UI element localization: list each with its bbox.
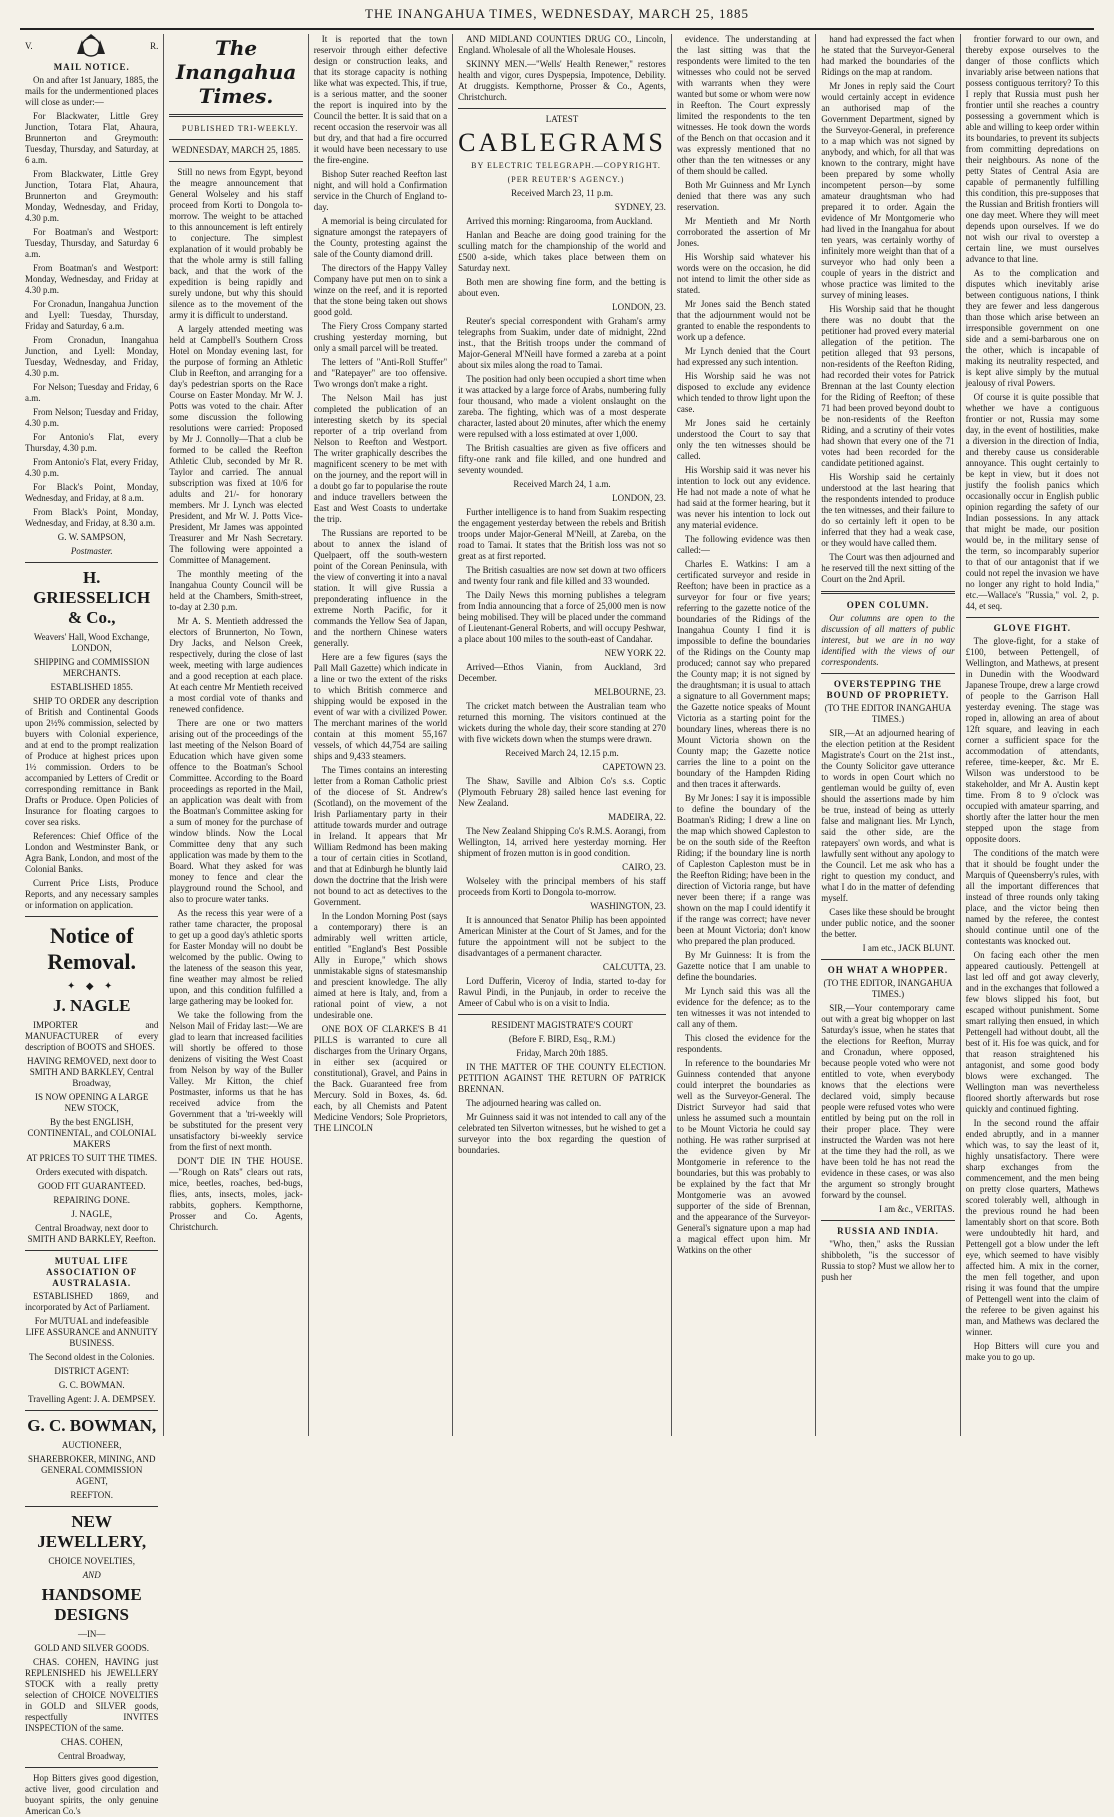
dateline: MADEIRA, 22.	[608, 812, 666, 822]
newspaper-title: The Inangahua Times.	[175, 36, 297, 108]
cablegrams-by: BY ELECTRIC TELEGRAPH.—COPYRIGHT.	[471, 161, 661, 170]
cablegrams-agency: (PER REUTER'S AGENCY.)	[507, 175, 625, 184]
article-paragraph: "Who, then," asks the Russian shibboleth, "is the successor of Russia to stop? Must we allow her to push her	[821, 1239, 955, 1282]
received-line: Received March 24, 12.15 p.m.	[505, 748, 619, 758]
nagle-line: IS NOW OPENING A LARGE NEW STOCK,	[35, 1092, 149, 1113]
cable-paragraph: Both men are showing fine form, and the betting is about even.	[458, 277, 666, 298]
cohen-address: Central Broadway,	[57, 1751, 126, 1761]
royal-coat-of-arms-icon	[71, 34, 111, 58]
letter-paragraph: Cases like these should be brought under public notice, and the sooner the better.	[821, 907, 955, 939]
court-paragraph: The adjourned hearing was called on.	[466, 1098, 602, 1108]
cable-paragraph: Wolseley with the principal members of his staff proceeds from Korti to Dongola to-morrow.	[458, 876, 666, 897]
article-paragraph: frontier forward to our own, and thereby expose ourselves to the danger of those conflicts which invariably arise between nations that possess contiguous territory? To this I reply that Russia must push her frontier until she reaches a country possessing a government which is able and willing to keep order within its boundaries, to prevent its subjects from committing depredations on their neighbours. As none of the petty States of Central Asia are capable of permanently fulfilling this condition, this pre-supposes that the Russian and British frontiers will one day meet. Where they will meet depends upon ourselves. If we do not wish our rival to overstep a certain line, we must ourselves advance to that line.	[965, 34, 1100, 264]
dateline: MELBOURNE, 23.	[594, 687, 666, 697]
jewellery-line: HANDSOME DESIGNS	[41, 1585, 142, 1624]
mail-item: For Antonio's Flat, every Thursday, 4.30 p.m.	[25, 432, 159, 453]
column-3	[308, 34, 452, 1436]
nagle-line: By the best ENGLISH, CONTINENTAL, and COLONIAL MAKERS	[27, 1117, 156, 1149]
bowman-title: G. C. BOWMAN,	[27, 1416, 157, 1435]
article-paragraph: In the London Morning Post (says a contemporary) there is an admirably well written article, entitled "England's Best Possible Ally in Europe," which shows unmistakable signs of statesmanship and prescient knowledge. The ally aimed at here is Italy, and, from a rational point of view, a not undesirable one.	[313, 911, 448, 1020]
article-paragraph: The Fiery Cross Company started crushing yesterday morning, but only a small parcel will be treated.	[313, 321, 448, 353]
article-paragraph: In the second round the affair ended abruptly, and in a manner which was, to say the least of it, highly unsatisfactory. There were sharp exchanges from the commencement, and the men being on pretty close quarters, Mathews scored tolerably well, although in the previous round he had been lamentably short on that score. Both were undoubtedly hit hard, and Pettengell got a blow under the left eye, which seemed to have visibly affected him. A mix in the corner, the men fell together, and upon rising it was found that the umpire of Pettengell went into the claim of the referee to be given against his man, and Mathews was declared the winner.	[965, 1118, 1100, 1337]
page-masthead	[20, 6, 1094, 30]
article-paragraph: Mr A. S. Mentieth addressed the electors of Brunnerton, No Town, Dry Jacks, and Nelson Creek, respectively, during the close of last week, meeting with large audiences and a good reception at each place. At each centre Mr Mentieth received a most cordial vote of thanks and renewed confidence.	[169, 616, 303, 714]
mail-item: From Antonio's Flat, every Friday, 4.30 p.m.	[25, 457, 159, 478]
letter-signature: I am etc., JACK BLUNT.	[862, 943, 955, 953]
divider	[458, 108, 666, 109]
royal-crest	[25, 34, 158, 58]
mail-signature-title: Postmaster.	[70, 546, 113, 556]
jewellery-line: —IN—	[77, 1629, 106, 1639]
publication-frequency: PUBLISHED TRI-WEEKLY.	[181, 124, 299, 133]
mutual-line: DISTRICT AGENT:	[54, 1366, 130, 1376]
court-paragraph: Mr Guinness said it was not intended to call any of the celebrated ten Silverton witnesses, but he wished to get a surveyor into the box regarding the question of boundaries.	[458, 1112, 666, 1155]
mail-item: For Boatman's and Westport: Tuesday, Thursday, and Saturday 6 a.m.	[25, 227, 159, 259]
divider	[25, 1250, 158, 1251]
nagle-line: AT PRICES TO SUIT THE TIMES.	[26, 1153, 157, 1163]
court-paragraph: Both Mr Guinness and Mr Lynch denied that there was any such reservation.	[676, 180, 811, 212]
court-paragraph: In reference to the boundaries Mr Guinness contended that anyone could interpret the boundaries as well as the Surveyor-General. The District Surveyor had said that unless he assumed such a mountain to be Mount Victoria he could say nothing. He was rather surprised at the evidence given by Mr Montgomerie in reference to the boundaries, but this was probably to be explained by the fact that Mr Montgomerie was an avowed supporter of the side of Brennan, and the appearance of the Surveyor-General's signature upon a map had a magical effect upon him. Mr Watkins on the other	[676, 1058, 811, 1255]
cable-paragraph: The Shaw, Saville and Albion Co's s.s. Coptic (Plymouth February 28) sailed hence last evening for New Zealand.	[458, 776, 666, 808]
column-7	[960, 34, 1104, 1436]
divider	[458, 1014, 666, 1015]
court-paragraph: His Worship said he certainly understood at the last hearing that the respondents intended to produce the ten witnesses, and their failure to do so certainly left it open to be inferred that they had a weak case, or they would have called them.	[821, 472, 955, 548]
court-paragraph: By Mr Jones: I say it is impossible to define the boundary of the Boatman's Riding; I drew a line on the map which showed Capleston to be on the south side of the Reefton Riding; if the boundary line is north of Capleston Capleston must be in the Reefton Riding; have been in the direction of Victoria range, but have never been there; if a range was shown on the map I could identify it if the range was correct; have never been at Mount Victoria; don't know who prepared the plan produced.	[676, 793, 811, 946]
columns	[20, 34, 1104, 1816]
divider	[966, 617, 1099, 618]
dateline: CALCUTTA, 23.	[602, 962, 666, 972]
cohen-signature: CHAS. COHEN,	[60, 1737, 123, 1747]
divider	[25, 916, 158, 917]
mutual-line: ESTABLISHED 1869, and incorporated by Act of Parliament.	[25, 1291, 159, 1312]
article-paragraph: The monthly meeting of the Inangahua County Council will be held at the Chambers, Smith-street, to-day at 2.30 p.m.	[169, 569, 303, 612]
hop-bitters-ad: Hop Bitters gives good digestion, active liver, good circulation and buoyant spirits, the only genuine American Co.'s	[25, 1773, 159, 1816]
griesselich-address: Weavers' Hall, Wood Exchange, LONDON,	[33, 632, 150, 653]
article-paragraph: Of course it is quite possible that whether we have a contiguous frontier or not, Russia may some day, in the event of hostilities, make a diversion in the direction of India, and thereby cause us considerable annoyance. This ought certainly to be kept in view, but it does not justify the foolish panics which occasionally occur in English public opinion regarding the safety of our Indian possessions. In any attack that might be made, our position would be, in the military sense of the term, so incomparably superior to that of our antagonist that if we could not repel the invasion we have no longer any right to hold India," etc.—Wallace's "Russia," vol. 2, p. 44, et seq.	[965, 392, 1100, 611]
court-paragraph: This closed the evidence for the respondents.	[676, 1033, 811, 1054]
court-paragraph: His Worship said it was never his intention to lock out any evidence. He had not made a note of what he had said at the former hearing, but it was never his intention to lock out any material evidence.	[676, 465, 811, 530]
dateline: CAIRO, 23.	[622, 862, 666, 872]
removal-title: Notice of Removal.	[47, 923, 136, 974]
nagle-line: HAVING REMOVED, next door to SMITH AND BARKLEY, Central Broadway,	[27, 1056, 157, 1088]
dateline: NEW YORK 22.	[604, 648, 666, 658]
article-paragraph: SKINNY MEN.—"Wells' Health Renewer," restores health and vigor, cures Dyspepsia, Impotence, Debility. At druggists. Kempthorne, Prosser & Co., Agents, Christchurch.	[458, 59, 666, 102]
received-line: Received March 24, 1 a.m.	[513, 479, 611, 489]
court-paragraph: The Court was then adjourned and he reserved till the next sitting of the Court on the 2nd April.	[821, 552, 955, 584]
court-date: Friday, March 20th 1885.	[516, 1048, 608, 1058]
article-paragraph: The Russians are reported to be about to annex the island of Quelpaert, off the south-western point of the Corean Peninsula, with the view of converting it into a naval station. It will give Russia a preponderating influence in the extreme North Pacific, for it commands the Yellow Sea of Japan, and the northern Chinese waters generally.	[313, 528, 448, 648]
ornament-divider: ✦ ◆ ✦	[66, 981, 117, 992]
cablegrams-title: CABLEGRAMS	[458, 128, 666, 157]
dateline: SYDNEY, 23.	[614, 202, 666, 212]
divider	[821, 591, 954, 594]
divider	[169, 139, 302, 140]
dateline: CAPETOWN 23.	[602, 762, 666, 772]
court-paragraph: IN THE MATTER OF THE COUNTY ELECTION. PETITION AGAINST THE RETURN OF PATRICK BRENNAN.	[458, 1062, 666, 1094]
article-paragraph: A largely attended meeting was held at Campbell's Southern Cross Hotel on Monday evening last, for the purpose of forming an Athletic Club in Reefton, and arranging for a day's pedestrian sports on the Race Course on Easter Monday. Mr W. J. Potts was voted to the chair. After some discussion the following resolutions were carried: Proposed by Mr J. Connolly—That a club be formed to be called the Reefton Athletic Club, seconded by Mr R. Taylor and carried. The annual subscription was fixed at 10/6 for adults and 21/- for honorary members. Mr J. Lynch was elected President, and Mr W. J. Potts Vice-President, Mr James was appointed Treasurer and Mr Nash Secretary. The following were appointed a Committee of Management.	[169, 324, 303, 565]
article-paragraph: It is reported that the town reservoir through either defective design or construction leaks, and that its storage capacity is nothing like what was expected. This, if true, is a serious matter, and the sooner the report is inquired into by the Council the better. It is said that on a recent occasion the reservoir was all but dry, and that had a fire occurred it would have been necessary to use the fire-engine.	[313, 34, 448, 165]
court-paragraph: His Worship said that he thought there was no doubt that the petitioner had proved every material allegation of the petition. The petition alleged that 93 persons, non-residents of the Reefton Riding, had recorded their votes for Patrick Brennan at the last County election for the Riding of Reefton; of these 71 had been proved beyond doubt to be non-residents of the Reefton Riding, and a scrutiny of their votes had shown that every one of the 71 votes had been recorded for the candidate petitioned against.	[821, 304, 955, 468]
crest-left-text: V.	[25, 40, 33, 51]
mail-intro: On and after 1st January, 1885, the mails for the undermentioned places will close as under:—	[25, 75, 159, 107]
court-paragraph: Mr Lynch said this was all the evidence for the defence; as to the ten witnesses it was not intended to call any of them.	[676, 986, 811, 1029]
jewellery-line: CHOICE NOVELTIES,	[48, 1556, 136, 1566]
court-paragraph: evidence. The understanding at the last sitting was that the respondents were limited to the ten witnesses who could not be served with warrants when they were wanted but some or whom were now in Reefton. The Court expressly limited the respondents to the ten witnesses. He took down the words of the Bench on that occasion and it was expressly mentioned that no other than the ten witnesses or any of them should be called.	[676, 34, 811, 176]
court-before: (Before F. BIRD, Esq., R.M.)	[508, 1034, 616, 1044]
court-paragraph: His Worship said whatever his words were on the occasion, he did not intend to limit the other side as stated.	[676, 252, 811, 295]
court-paragraph: His Worship said he was not disposed to exclude any evidence which tended to throw light upon the case.	[676, 371, 811, 414]
article-paragraph: On facing each other the men appeared cautiously. Pettengell at last led off and got away cleverly, and in the exchanges that followed a few blows slipped his foot, but escaped without punishment. Some smart rallying then ensued, in which Pettengell had without doubt, all the best of it. His foe was quick, and for that reason straightened his antagonist, and some good body blows were exchanged. The Wellington man was nevertheless floored shortly afterwards but rose quickly and continued fighting.	[965, 950, 1100, 1114]
dateline: WASHINGTON, 23.	[590, 901, 666, 911]
mail-item: From Cronadun, Inangahua Junction, and Lyell: Monday, Tuesday, Wednesday, and Friday, 4.30 p.m.	[25, 335, 159, 378]
mail-item: For Cronadun, Inangahua Junction and Lyell: Tuesday, Thursday, Friday and Saturday, 6 a.m.	[25, 299, 159, 331]
dateline: LONDON, 23.	[612, 493, 666, 503]
court-paragraph: Mr Jones said he certainly understood the Court to say that only the ten witnesses should be called.	[676, 418, 811, 461]
mail-item: From Black's Point, Monday, Wednesday, and Friday, at 8.30 a.m.	[25, 507, 159, 528]
mutual-line: For MUTUAL and indefeasible LIFE ASSURANCE and ANNUITY BUSINESS.	[25, 1316, 158, 1348]
article-paragraph: The Nelson Mail has just completed the publication of an interesting sketch by its special reporter of a trip overland from Nelson to Reefton and Westport. The writer graphically describes the magnificent scenery to be met with on the journey, and the report will in a doubt go far to popularise the route and induce travellers between the East and West Coasts to undertake the trip.	[313, 393, 448, 524]
column-2	[163, 34, 307, 1436]
article-paragraph: The conditions of the match were that it should be fought under the Marquis of Queensberry's rules, with all the important differences that instead of three rounds only taking place, and the victor being then named by the referee, the contest should continue until one of the contestants was knocked out.	[965, 848, 1100, 946]
mail-item: From Blackwater, Little Grey Junction, Totara Flat, Ahaura, Brunnerton and Greymouth: Monday, Wednesday, and Friday, 4.30 p.m.	[25, 169, 159, 223]
divider	[25, 562, 158, 563]
bowman-line: REEFTON.	[70, 1490, 113, 1500]
article-paragraph: There are one or two matters arising out of the proceedings of the last meeting of the Nelson Board of Education which have given some offence to the Boatman's School Committee. According to the Board proceedings as reported in the Mail, an application was dealt with from the Boatman's Committee asking for a sum of money for the purchase of window blinds. Now the Local Committee deny that any such application was made by them to the Board. What they asked for was money to fence and clear the playground round the School, and also to procure water tanks.	[169, 718, 303, 904]
griesselich-body: SHIP TO ORDER any description of British and Continental Goods upon 2½% commission, selected by buyers with Colonial experience, and at end to the prompt realization of Produce at highest prices upon 1½ commission. Orders to be accompanied by Letters of Credit or corresponding remittance in Bank Drafts or Produce. Open Policies of Insurance for floating cargoes to cover sea risks.	[25, 696, 159, 827]
jewellery-line: GOLD AND SILVER GOODS.	[34, 1643, 150, 1653]
nagle-line: IMPORTER and MANUFACTURER of every description of BOOTS and SHOES.	[25, 1020, 159, 1052]
divider	[25, 1410, 158, 1411]
divider	[821, 1220, 954, 1221]
letter-title: OH WHAT A WHOPPER.	[827, 965, 949, 975]
article-title: RUSSIA AND INDIA.	[837, 1226, 939, 1236]
jewellery-line: NEW JEWELLERY,	[37, 1512, 147, 1551]
received-line: Received March 23, 11 p.m.	[511, 188, 613, 198]
divider	[169, 161, 302, 162]
court-paragraph: The following evidence was then called:—	[676, 534, 811, 555]
court-paragraph: Mr Jones in reply said the Court would certainly accept in evidence an authorised map of the Government Department, signed by the Surveyor-General, in preference to a map which was not signed by anybody, and which, for all that was known to the contrary, might have been prepared by some wholly incompetent person—by some amateur draughtsman who had prepared it to order. Again the evidence of Mr Montgomerie who had lived in the Inangahua for about ten years, was certainly worthy of infinitely more weight than that of a surveyor who had only been a couple of years in the district and whose practice was limited to the survey of mining leases.	[821, 81, 955, 300]
article-paragraph: A memorial is being circulated for signature amongst the ratepayers of the County, protesting against the sale of the County diamond drill.	[313, 216, 448, 259]
article-paragraph: DON'T DIE IN THE HOUSE.—"Rough on Rats" clears out rats, mice, beetles, roaches, bed-bugs, flies, ants, insects, moles, jack-rabbits, gophers. Kempthorne, Prosser and Co. Agents, Christchurch.	[169, 1156, 303, 1232]
nagle-name: J. NAGLE	[52, 996, 131, 1015]
griesselich-sub: SHIPPING and COMMISSION MERCHANTS.	[33, 657, 150, 678]
bowman-line: AUCTIONEER,	[61, 1440, 122, 1450]
dateline: LONDON, 23.	[612, 302, 666, 312]
cable-paragraph: The British casualties are given as five officers and fifty-one rank and file killed, and one hundred and seventy wounded.	[458, 443, 666, 475]
article-paragraph: As to the complication and disputes which inevitably arise between contiguous nations, I think they are fewer and less dangerous than those which arise between an irresponsible government on one side and a semi-barbarous one on the other, which is incapable of making its neutrality respected, and is kept alive simply by the mutual jealousy of rival Powers.	[965, 268, 1100, 388]
mail-item: For Blackwater, Little Grey Junction, Totara Flat, Ahaura, Brunnerton and Greymouth: Tuesday, Thursday, and Saturday, at 6 a.m.	[25, 111, 159, 165]
article-paragraph: Still no news from Egypt, beyond the meagre announcement that General Wolseley and his staff proceed from Korti to Dongola to-morrow. The weight to be attached to this announcement is left entirely to conjecture. The simplest explanation of it would probably be that the whole army is still falling back, and that the work of the expedition is being rapidly and surely undone, but why this should silence as to the movement of the army it is difficult to understand.	[169, 167, 303, 320]
cable-paragraph: Hanlan and Beache are doing good training for the sculling match for the championship of the world and £500 a-side, which takes place between them on Saturday next.	[458, 230, 666, 273]
mutual-line: G. C. BOWMAN.	[58, 1380, 125, 1390]
cable-paragraph: The Daily News this morning publishes a telegram from India announcing that a force of 25,000 men is now being mobilised. They will be placed under the command of Lieutenant-General Roberts, and will occupy Peshwar, a place about 100 miles to the south-east of Candahar.	[458, 590, 666, 644]
article-paragraph: We take the following from the Nelson Mail of Friday last:—We are glad to learn that increased facilities will shortly be offered to those denizens of visiting the West Coast from Nelson by way of the Buller Valley. Mr Kitton, the chief Postmaster, informs us that he has received advice from the Government that a 'tri-weekly will be substituted for the present very unsatisfactory bi-weekly service from the first of next month.	[169, 1010, 303, 1152]
cable-paragraph: Lord Dufferin, Viceroy of India, started to-day for Rawul Pindi, in the Punjaub, in order to receive the Ameer of Cabul who is on a visit to India.	[458, 976, 666, 1008]
griesselich-references: References: Chief Office of the London and Westminster Bank, or Agra Bank, London, and most of the Colonial Banks.	[25, 831, 159, 874]
cable-paragraph: Arrived this morning: Ringarooma, from Auckland.	[466, 216, 653, 226]
nagle-line: J. NAGLE,	[71, 1209, 113, 1219]
article-title: GLOVE FIGHT.	[993, 623, 1072, 633]
griesselich-current: Current Price Lists, Produce Reports, and any necessary samples or information on application.	[25, 878, 159, 910]
mail-signature: G. W. SAMPSON,	[57, 532, 126, 542]
article-paragraph: Here are a few figures (says the Pall Mall Gazette) which indicate in a line or two the extent of the risks to which British commerce and shipping would be exposed in the event of war with a civilized Power. The merchant marines of the world contain at this moment 55,167 vessels, of which 44,754 are sailing ships and 9,433 steamers.	[313, 652, 448, 761]
divider	[821, 673, 954, 674]
cable-paragraph: Further intelligence is to hand from Suakim respecting the engagement yesterday between the rebels and British troops under Major-General M'Neill, at Zareba, on the road to Tamai. It states that the British loss was not so great as at first reported.	[458, 507, 666, 561]
article-paragraph: As the recess this year were of a rather tame character, the proposal to get up a good day's athletic sports for Easter Monday will no doubt be welcomed by the public. Owing to the lateness of the season this year, fine weather may almost be relied upon, and this condition fulfilled a large gathering may be looked for.	[169, 908, 303, 1006]
open-column-note: Our columns are open to the discussion of all matters of public interest, but we are in no way identified with the views of our correspondents.	[821, 613, 955, 667]
open-column-title: OPEN COLUMN.	[846, 600, 930, 610]
nagle-line: Orders executed with dispatch.	[35, 1167, 148, 1177]
article-paragraph: The directors of the Happy Valley Company have put men on to sink a winze on the reef, and it is reported that the stone being taken out shows good gold.	[313, 263, 448, 317]
mail-item: For Black's Point, Monday, Wednesday, and Friday, at 8 a.m.	[25, 482, 159, 503]
court-paragraph: Charles E. Watkins: I am a certificated surveyor and reside in Reefton; have been in practice as a surveyor for four or five years; referring to the gazette notice of the boundaries of the Ridings of the Inangahua County I find it is impossible to define the boundaries of the Ridings on the County map produced; cannot say who prepared the County map; it is not signed by the draughtsman; it is usual to attach a signature to all Government maps; the Gazette notice speaks of Mount Victoria as a starting point for the boundary lines, whereas there is no Mount Victoria shown on the County map; the Gazette notice carries the line to a point on the boundary of the Hampden Riding and then traces it afterwards.	[676, 559, 811, 789]
nagle-line: GOOD FIT GUARANTEED.	[37, 1181, 146, 1191]
column-4	[452, 34, 671, 1436]
crest-right-text: R.	[150, 40, 159, 51]
latest-label: LATEST	[545, 114, 579, 124]
cable-paragraph: The position had only been occupied a short time when it was attacked by a large force of Arabs, numbering fully four thousand, who made a violent onslaught on the zareba. The fighting, which was of a most desperate character, lasted about 20 minutes, after which the enemy were repulsed with a loss estimated at over 1,000.	[458, 374, 666, 439]
article-paragraph: The Times contains an interesting letter from a Roman Catholic priest of the diocese of St. Andrew's (Scotland), on the movement of the Irish Parliamentary party in their attitude towards murder and outrage in Ireland. It appears that Mr William Redmond has been making a tour of certain cities in Scotland, and that at Edinburgh he bluntly laid down the doctrine that the Irish were not bound to act as detectives to the Government.	[313, 765, 448, 907]
bowman-line: SHAREBROKER, MINING, AND GENERAL COMMISSION AGENT,	[27, 1454, 156, 1486]
article-paragraph: The letters of "Anti-Roll Stuffer" and "Ratepayer" are too offensive. Two wrongs don't make a right.	[313, 357, 448, 389]
letter-addressee: (TO THE EDITOR INANGAHUA TIMES.)	[824, 703, 952, 724]
court-title: RESIDENT MAGISTRATE'S COURT	[491, 1020, 633, 1030]
divider	[169, 114, 302, 117]
article-paragraph: ONE BOX OF CLARKE'S B 41 PILLS is warranted to cure all discharges from the Urinary Organs, in either sex (acquired or constitutional), Gravel, and Pains in the Back. Guaranteed free from Mercury. Sold in Boxes, 4s. 6d. each, by all Chemists and Patent Medicine Vendors; Sole Proprietors, THE LINCOLN	[313, 1024, 448, 1133]
mutual-title: MUTUAL LIFE ASSOCIATION OF AUSTRALASIA.	[46, 1256, 138, 1288]
griesselich-title: H. GRIESSELICH & Co.,	[33, 568, 151, 627]
column-5	[671, 34, 815, 1436]
letter-title: OVERSTEPPING THE BOUND OF PROPRIETY.	[826, 679, 950, 700]
cable-paragraph: The British casualties are now set down at two officers and twenty four rank and file killed and 33 wounded.	[458, 565, 666, 586]
article-paragraph: Bishop Suter reached Reefton last night, and will hold a Confirmation service in the Church of England to-day.	[313, 169, 448, 212]
jewellery-line: AND	[82, 1570, 101, 1580]
article-paragraph: Hop Bitters will cure you and make you to go up.	[965, 1341, 1100, 1362]
letter-paragraph: SIR,—Your contemporary came out with a great big whopper on last Saturday's issue, when he states that the elections for Reefton, Murray and Cronadun, where opposed, because people voted who were not entitled to vote, when everybody knows that the elections were declared void, simply because people were refused votes who were entitled by being put on the roll in their proper place. They were instructed the Warden was not here at the time they had the roll, as we have been told he has not read the evidence in these cases, or was also the argument so strongly brought forward by the counsel.	[821, 1003, 955, 1200]
cohen-body: CHAS. COHEN, HAVING just REPLENISHED his JEWELLERY STOCK with a really pretty selection of CHOICE NOVELTIES in GOLD and SILVER goods, respectfully INVITES INSPECTION of the same.	[25, 1657, 159, 1733]
mutual-line: Travelling Agent: J. A. DEMPSEY.	[28, 1394, 156, 1404]
masthead-title: THE INANGAHUA TIMES, WEDNESDAY, MARCH 25, 1885	[365, 6, 749, 21]
nagle-line: REPAIRING DONE.	[53, 1195, 131, 1205]
court-paragraph: Mr Jones said the Bench stated that the adjournment would not be granted to enable the respondents to work up a defence.	[676, 299, 811, 342]
court-paragraph: Mr Lynch denied that the Court had expressed any such intention.	[676, 346, 811, 367]
article-paragraph: AND MIDLAND COUNTIES DRUG CO., Lincoln, England. Wholesale of all the Wholesale Houses.	[458, 34, 666, 55]
mutual-line: The Second oldest in the Colonies.	[28, 1352, 155, 1362]
divider	[25, 1767, 158, 1768]
court-paragraph: Mr Mentieth and Mr North corroborated the assertion of Mr Jones.	[676, 216, 811, 248]
cable-paragraph: The New Zealand Shipping Co's R.M.S. Aorangi, from Wellington, 14, arrived here yesterday morning. Her shipment of frozen mutton is in good condition.	[458, 826, 666, 858]
mail-item: From Nelson; Tuesday and Friday, 4.30 p.m.	[25, 407, 159, 428]
cable-paragraph: It is announced that Senator Philip has been appointed American Minister at the Court of St James, and for the future the appointment will not be subject to the disadvantages of a permanent character.	[458, 915, 666, 958]
nagle-line: Central Broadway, next door to SMITH AND BARKLEY, Reefton.	[27, 1223, 156, 1244]
mail-item: From Boatman's and Westport: Monday, Wednesday, and Friday at 4.30 p.m.	[25, 263, 159, 295]
column-6	[815, 34, 959, 1436]
griesselich-established: ESTABLISHED 1855.	[50, 682, 133, 692]
divider	[25, 1506, 158, 1507]
mail-item: For Nelson; Tuesday and Friday, 6 a.m.	[25, 382, 159, 403]
column-1	[20, 34, 163, 1816]
divider	[821, 959, 954, 960]
cable-paragraph: Reuter's special correspondent with Graham's army telegraphs from Suakim, under date of midnight, 22nd inst., that the British troops under the command of Major-General M'Neill have formed a zareba at a point about six miles along the road to Tamai.	[458, 316, 666, 370]
article-paragraph: The glove-fight, for a stake of £100, between Pettengell, of Wellington, and Mathews, at present in Dunedin with the Woodward Japanese Troupe, drew a large crowd of people to the Garrison Hall yesterday evening. The stage was roped in, allowing an area of about 12ft square, and leaving in each corner a sufficient space for the accommodation of attendants, referee, time-keeper, &c. Mr E. Wilson was understood to be stakeholder, and Mr A. Austin kept time. From 8 to 9 o'clock was occupied with amateur sparring, and shortly after the latter hour the men stepped upon the stage from opposite doors.	[965, 636, 1100, 844]
edition-date: WEDNESDAY, MARCH 25, 1885.	[171, 145, 301, 155]
mail-notice-title: MAIL NOTICE.	[53, 62, 130, 72]
letter-paragraph: SIR,—At an adjourned hearing of the election petition at the Resident Magistrate's Court on the 21st inst., the County Solicitor gave utterance to words in open Court which no gentleman would be guilty of, even should the assertions made by him be true, instead of being as utterly false and malignant lies. Mr Lynch, said the other side, are the ratepayers' own words, and what is lawfully sent without any apology to the Council. Let me ask who has a right to question my conduct, and what I do in the matter of defending myself.	[821, 728, 955, 903]
cable-paragraph: The cricket match between the Australian team who returned this morning. The visitors continued at the wickets during the whole day, their score standing at 270 with five wickets down when the stumps were drawn.	[458, 701, 666, 744]
letter-addressee: (TO THE EDITOR, INANGAHUA TIMES.)	[823, 978, 953, 999]
court-paragraph: hand had expressed the fact when he stated that the Surveyor-General had marked the boundaries of the Ridings on the map at random.	[821, 34, 955, 77]
cable-paragraph: Arrived—Ethos Vianin, from Auckland, 3rd December.	[458, 662, 666, 683]
court-paragraph: By Mr Guinness: It is from the Gazette notice that I am unable to define the boundaries.	[676, 950, 811, 982]
letter-signature: I am &c., VERITAS.	[879, 1204, 955, 1214]
